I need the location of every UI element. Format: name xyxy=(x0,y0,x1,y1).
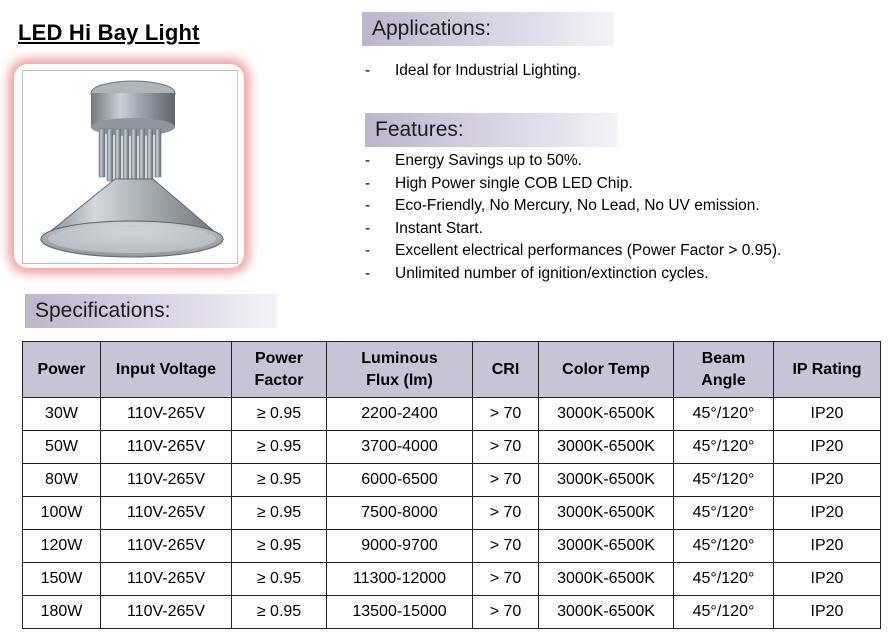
cell-luminous-flux: 11300-12000 xyxy=(327,563,473,596)
cell-cri: > 70 xyxy=(473,398,539,431)
cell-ip-rating: IP20 xyxy=(774,563,881,596)
cell-beam-angle: 45°/120° xyxy=(674,497,774,530)
table-row xyxy=(23,398,881,431)
cell-cri: > 70 xyxy=(473,497,539,530)
hi-bay-light-image xyxy=(22,70,238,264)
cell-color-temp: 3000K-6500K xyxy=(539,563,674,596)
cell-power: 120W xyxy=(23,530,101,563)
col-header-power-factor: Power Factor xyxy=(232,342,327,398)
cell-color-temp: 3000K-6500K xyxy=(539,464,674,497)
cell-power-factor: ≥ 0.95 xyxy=(232,530,327,563)
col-header-input-voltage: Input Voltage xyxy=(101,342,232,398)
cell-input-voltage: 110V-265V xyxy=(101,431,232,464)
cell-beam-angle: 45°/120° xyxy=(674,398,774,431)
list-item: - Ideal for Industrial Lighting. xyxy=(365,60,581,83)
cell-power: 50W xyxy=(23,431,101,464)
list-item: - Instant Start. xyxy=(365,218,781,241)
cell-color-temp: 3000K-6500K xyxy=(539,398,674,431)
cell-power-factor: ≥ 0.95 xyxy=(232,431,327,464)
table-row xyxy=(23,431,881,464)
cell-luminous-flux: 9000-9700 xyxy=(327,530,473,563)
bullet-dash: - xyxy=(365,62,371,79)
list-item: - Energy Savings up to 50%. xyxy=(365,150,781,173)
cell-color-temp: 3000K-6500K xyxy=(539,596,674,629)
cell-luminous-flux: 3700-4000 xyxy=(327,431,473,464)
cell-beam-angle: 45°/120° xyxy=(674,431,774,464)
cell-ip-rating: IP20 xyxy=(774,464,881,497)
cell-power: 80W xyxy=(23,464,101,497)
features-heading: Features: xyxy=(365,113,617,147)
cell-luminous-flux: 6000-6500 xyxy=(327,464,473,497)
page-title: LED Hi Bay Light xyxy=(18,20,200,45)
applications-list xyxy=(365,60,581,83)
cell-power: 30W xyxy=(23,398,101,431)
cell-luminous-flux: 13500-15000 xyxy=(327,596,473,629)
cell-power-factor: ≥ 0.95 xyxy=(232,398,327,431)
specifications-heading: Specifications: xyxy=(25,294,277,328)
specifications-table xyxy=(22,341,881,629)
cell-ip-rating: IP20 xyxy=(774,596,881,629)
cell-input-voltage: 110V-265V xyxy=(101,530,232,563)
table-row xyxy=(23,530,881,563)
cell-input-voltage: 110V-265V xyxy=(101,464,232,497)
col-header-cri: CRI xyxy=(473,342,539,398)
cell-power-factor: ≥ 0.95 xyxy=(232,563,327,596)
cell-ip-rating: IP20 xyxy=(774,431,881,464)
cell-luminous-flux: 2200-2400 xyxy=(327,398,473,431)
bullet-dash: - xyxy=(365,152,371,169)
applications-heading: Applications: xyxy=(362,12,614,46)
col-header-color-temp: Color Temp xyxy=(539,342,674,398)
col-header-luminous-flux: Luminous Flux (lm) xyxy=(327,342,473,398)
cell-color-temp: 3000K-6500K xyxy=(539,431,674,464)
bullet-dash: - xyxy=(365,242,371,260)
cell-input-voltage: 110V-265V xyxy=(101,563,232,596)
bullet-dash: - xyxy=(365,174,371,192)
table-header-row xyxy=(23,342,881,398)
cell-cri: > 70 xyxy=(473,563,539,596)
cell-color-temp: 3000K-6500K xyxy=(539,530,674,563)
table-row xyxy=(23,563,881,596)
cell-input-voltage: 110V-265V xyxy=(101,596,232,629)
cell-power-factor: ≥ 0.95 xyxy=(232,497,327,530)
list-item: - Eco-Friendly, No Mercury, No Lead, No UV emission. xyxy=(365,195,781,218)
cell-ip-rating: IP20 xyxy=(774,497,881,530)
cell-cri: > 70 xyxy=(473,530,539,563)
cell-beam-angle: 45°/120° xyxy=(674,563,774,596)
cell-cri: > 70 xyxy=(473,596,539,629)
cell-luminous-flux: 7500-8000 xyxy=(327,497,473,530)
features-list xyxy=(365,150,781,286)
col-header-ip-rating: IP Rating xyxy=(774,342,881,398)
bullet-dash: - xyxy=(365,264,371,282)
cell-input-voltage: 110V-265V xyxy=(101,497,232,530)
bullet-dash: - xyxy=(365,219,371,237)
table-row xyxy=(23,464,881,497)
cell-color-temp: 3000K-6500K xyxy=(539,497,674,530)
cell-beam-angle: 45°/120° xyxy=(674,464,774,497)
cell-power-factor: ≥ 0.95 xyxy=(232,464,327,497)
cell-beam-angle: 45°/120° xyxy=(674,596,774,629)
list-item: - Excellent electrical performances (Power Factor > 0.95). xyxy=(365,240,781,263)
specifications-table-body xyxy=(23,398,881,629)
cell-power: 100W xyxy=(23,497,101,530)
cell-power-factor: ≥ 0.95 xyxy=(232,596,327,629)
product-photo-frame xyxy=(14,64,244,268)
cell-power: 180W xyxy=(23,596,101,629)
table-row xyxy=(23,497,881,530)
cell-cri: > 70 xyxy=(473,464,539,497)
col-header-beam-angle: Beam Angle xyxy=(674,342,774,398)
hi-bay-light-illustration xyxy=(23,71,237,263)
cell-ip-rating: IP20 xyxy=(774,398,881,431)
cell-cri: > 70 xyxy=(473,431,539,464)
list-item: - High Power single COB LED Chip. xyxy=(365,173,781,196)
list-item: - Unlimited number of ignition/extinction cycles. xyxy=(365,263,781,286)
bullet-dash: - xyxy=(365,197,371,215)
cell-power: 150W xyxy=(23,563,101,596)
col-header-power: Power xyxy=(23,342,101,398)
cell-beam-angle: 45°/120° xyxy=(674,530,774,563)
cell-input-voltage: 110V-265V xyxy=(101,398,232,431)
table-row xyxy=(23,596,881,629)
cell-ip-rating: IP20 xyxy=(774,530,881,563)
